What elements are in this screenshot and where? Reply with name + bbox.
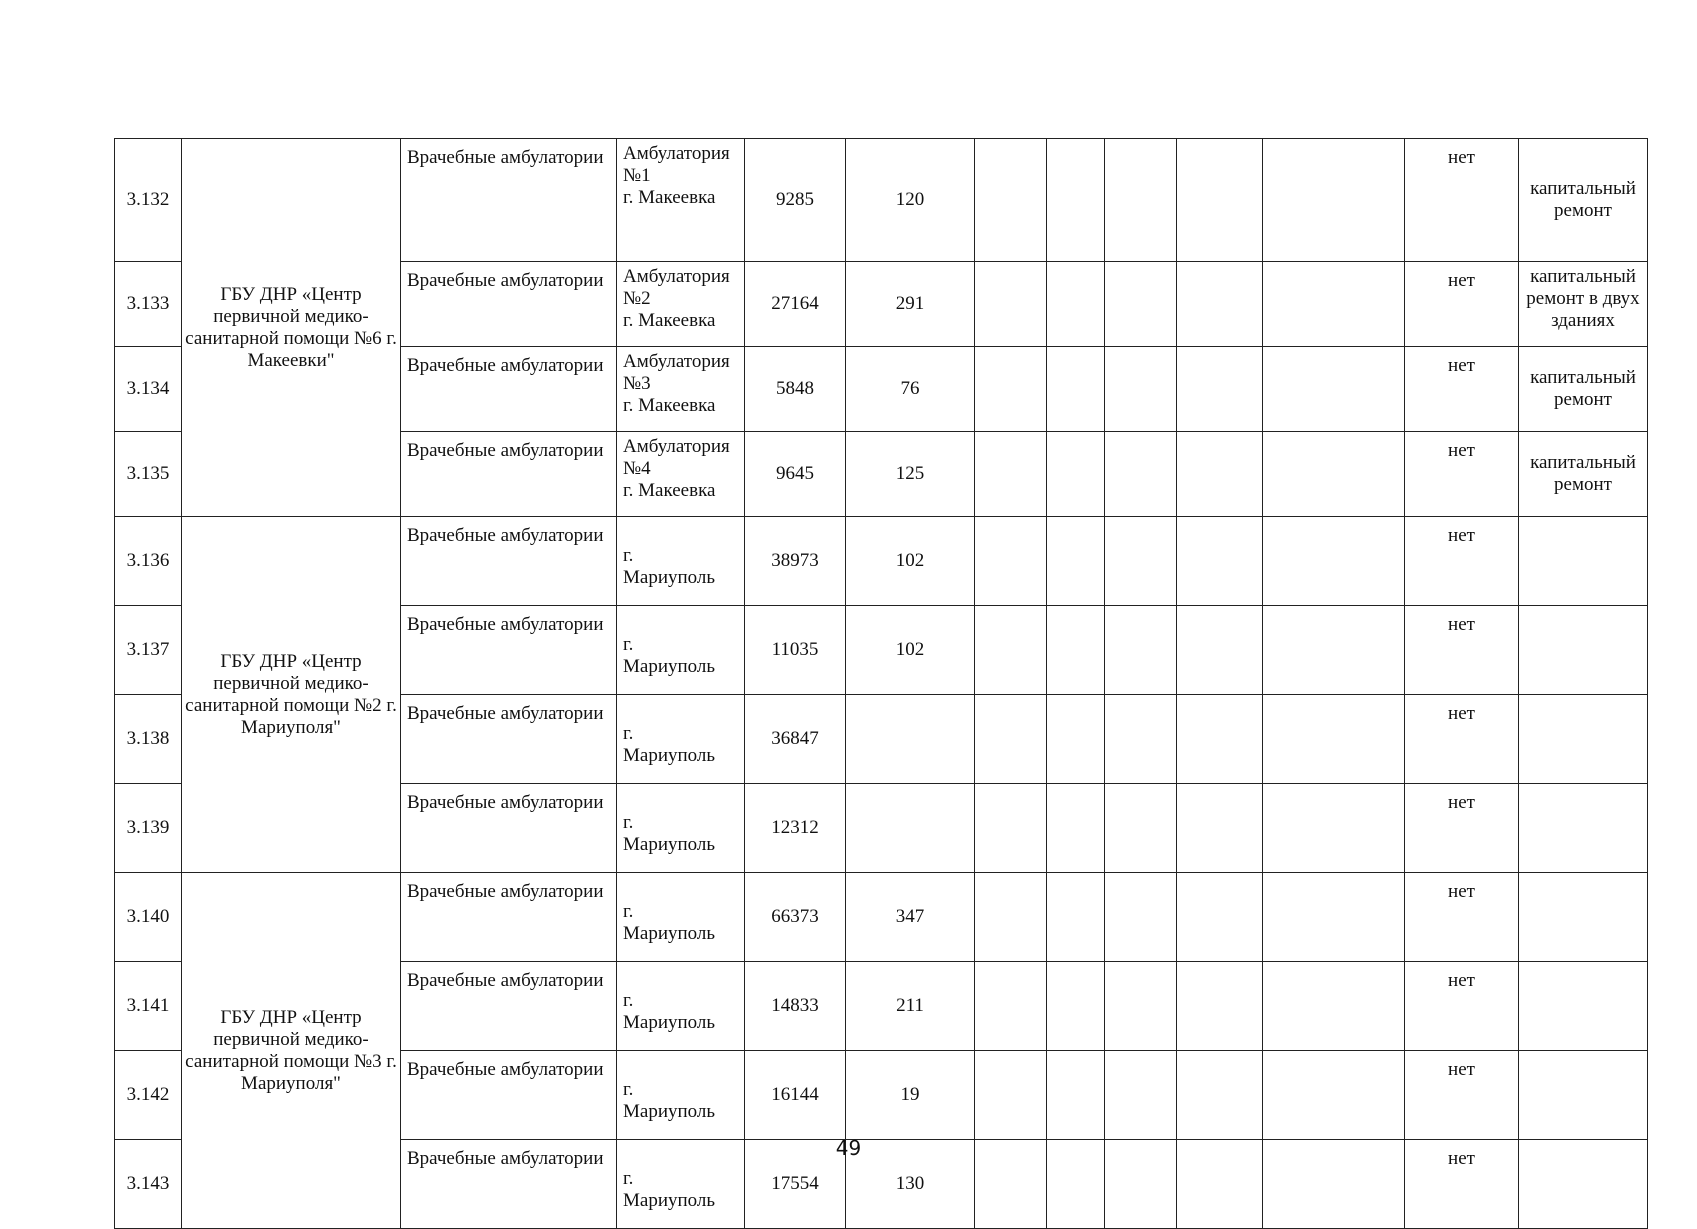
note-cell: [1519, 606, 1648, 695]
note-cell: капитальный ремонт: [1519, 347, 1648, 432]
empty-cell: [1177, 695, 1263, 784]
table-row: [115, 517, 1648, 606]
empty-cell: [1177, 139, 1263, 262]
empty-cell: [1105, 695, 1177, 784]
population-cell: 9645: [745, 432, 846, 517]
flag-cell: нет: [1405, 695, 1519, 784]
population-cell: 5848: [745, 347, 846, 432]
page-number: 49: [835, 1136, 862, 1160]
row-number-cell: 3.142: [115, 1051, 182, 1140]
row-number-cell: 3.133: [115, 262, 182, 347]
population-cell: 11035: [745, 606, 846, 695]
empty-cell: [975, 347, 1047, 432]
empty-cell: [1105, 1051, 1177, 1140]
location-cell: [617, 784, 745, 873]
note-cell: капитальный ремонт: [1519, 432, 1648, 517]
capacity-cell: 347: [846, 873, 975, 962]
empty-cell: [1105, 962, 1177, 1051]
empty-cell: [1177, 1051, 1263, 1140]
location-line: г.: [623, 1079, 634, 1100]
capacity-cell: 291: [846, 262, 975, 347]
empty-cell: [975, 1051, 1047, 1140]
table-body: [115, 139, 1648, 1229]
empty-cell: [975, 962, 1047, 1051]
facility-type-cell: Врачебные амбулатории: [401, 962, 617, 1051]
location-line: №3: [623, 373, 651, 394]
flag-cell: нет: [1405, 1140, 1519, 1229]
empty-cell: [1263, 262, 1405, 347]
location-line: г. Макеевка: [623, 480, 716, 501]
capacity-cell: [846, 784, 975, 873]
empty-cell: [1105, 606, 1177, 695]
population-cell: 17554: [745, 1140, 846, 1229]
location-line: Мариуполь: [623, 1012, 716, 1033]
empty-cell: [1047, 873, 1105, 962]
capacity-cell: [846, 695, 975, 784]
facility-type-cell: Врачебные амбулатории: [401, 262, 617, 347]
facility-type-cell: Врачебные амбулатории: [401, 873, 617, 962]
row-number-cell: 3.132: [115, 139, 182, 262]
empty-cell: [1177, 606, 1263, 695]
empty-cell: [1263, 606, 1405, 695]
note-cell: капитальный ремонт: [1519, 139, 1648, 262]
flag-cell: нет: [1405, 262, 1519, 347]
capacity-cell: 102: [846, 606, 975, 695]
empty-cell: [975, 262, 1047, 347]
empty-cell: [1047, 695, 1105, 784]
empty-cell: [1177, 873, 1263, 962]
empty-cell: [1263, 139, 1405, 262]
population-cell: 36847: [745, 695, 846, 784]
location-line: Амбулатория: [623, 266, 730, 287]
empty-cell: [1047, 784, 1105, 873]
empty-cell: [1047, 606, 1105, 695]
empty-cell: [1105, 262, 1177, 347]
location-line: Амбулатория: [623, 351, 730, 372]
note-cell: [1519, 1051, 1648, 1140]
empty-cell: [1105, 873, 1177, 962]
location-cell: [617, 347, 745, 432]
empty-cell: [1263, 784, 1405, 873]
row-number-cell: 3.138: [115, 695, 182, 784]
flag-cell: нет: [1405, 1051, 1519, 1140]
facilities-table: [114, 138, 1648, 1229]
empty-cell: [975, 432, 1047, 517]
facility-type-cell: Врачебные амбулатории: [401, 1051, 617, 1140]
empty-cell: [1263, 432, 1405, 517]
empty-cell: [975, 873, 1047, 962]
empty-cell: [1047, 262, 1105, 347]
capacity-cell: 125: [846, 432, 975, 517]
location-line: Мариуполь: [623, 923, 716, 944]
empty-cell: [1177, 432, 1263, 517]
row-number-cell: 3.137: [115, 606, 182, 695]
location-line: г. Макеевка: [623, 395, 716, 416]
empty-cell: [1105, 517, 1177, 606]
facility-type-cell: Врачебные амбулатории: [401, 347, 617, 432]
empty-cell: [1047, 432, 1105, 517]
empty-cell: [1177, 962, 1263, 1051]
empty-cell: [1263, 695, 1405, 784]
location-cell: [617, 695, 745, 784]
table-row: [115, 139, 1648, 262]
location-line: Амбулатория: [623, 436, 730, 457]
empty-cell: [1047, 347, 1105, 432]
row-number-cell: 3.141: [115, 962, 182, 1051]
location-line: Мариуполь: [623, 834, 716, 855]
flag-cell: нет: [1405, 784, 1519, 873]
empty-cell: [1263, 873, 1405, 962]
location-line: г. Макеевка: [623, 187, 716, 208]
facility-type-cell: Врачебные амбулатории: [401, 139, 617, 262]
location-line: №2: [623, 288, 651, 309]
empty-cell: [975, 695, 1047, 784]
location-line: Мариуполь: [623, 745, 716, 766]
location-cell: [617, 432, 745, 517]
empty-cell: [975, 517, 1047, 606]
empty-cell: [1263, 962, 1405, 1051]
location-line: Мариуполь: [623, 656, 716, 677]
note-cell: капитальный ремонт в двух зданиях: [1519, 262, 1648, 347]
empty-cell: [1177, 262, 1263, 347]
population-cell: 16144: [745, 1051, 846, 1140]
population-cell: 66373: [745, 873, 846, 962]
capacity-cell: 102: [846, 517, 975, 606]
population-cell: 12312: [745, 784, 846, 873]
empty-cell: [1047, 517, 1105, 606]
population-cell: 27164: [745, 262, 846, 347]
location-line: г.: [623, 901, 634, 922]
empty-cell: [1047, 1051, 1105, 1140]
row-number-cell: 3.135: [115, 432, 182, 517]
capacity-cell: 211: [846, 962, 975, 1051]
empty-cell: [975, 784, 1047, 873]
location-cell: [617, 606, 745, 695]
location-line: г. Макеевка: [623, 310, 716, 331]
empty-cell: [1047, 962, 1105, 1051]
facility-type-cell: Врачебные амбулатории: [401, 432, 617, 517]
row-number-cell: 3.143: [115, 1140, 182, 1229]
location-line: Мариуполь: [623, 1101, 716, 1122]
population-cell: 38973: [745, 517, 846, 606]
empty-cell: [1263, 1051, 1405, 1140]
location-line: г.: [623, 723, 634, 744]
table-row: [115, 873, 1648, 962]
organization-cell: ГБУ ДНР «Центр первичной медико-санитарной помощи №2 г. Мариуполя": [182, 517, 401, 873]
facility-type-cell: Врачебные амбулатории: [401, 1140, 617, 1229]
empty-cell: [1105, 347, 1177, 432]
capacity-cell: 120: [846, 139, 975, 262]
empty-cell: [975, 139, 1047, 262]
location-line: г.: [623, 545, 634, 566]
location-cell: [617, 262, 745, 347]
location-line: №1: [623, 165, 651, 186]
empty-cell: [1105, 432, 1177, 517]
location-line: г.: [623, 1168, 634, 1189]
location-cell: [617, 873, 745, 962]
empty-cell: [1047, 139, 1105, 262]
note-cell: [1519, 695, 1648, 784]
note-cell: [1519, 962, 1648, 1051]
organization-cell: ГБУ ДНР «Центр первичной медико-санитарной помощи №6 г. Макеевки": [182, 139, 401, 517]
capacity-cell: 19: [846, 1051, 975, 1140]
location-line: г.: [623, 812, 634, 833]
row-number-cell: 3.136: [115, 517, 182, 606]
flag-cell: нет: [1405, 873, 1519, 962]
flag-cell: нет: [1405, 606, 1519, 695]
location-line: Амбулатория: [623, 143, 730, 164]
organization-cell: ГБУ ДНР «Центр первичной медико-санитарной помощи №3 г. Мариуполя": [182, 873, 401, 1229]
population-cell: 14833: [745, 962, 846, 1051]
location-line: №4: [623, 458, 651, 479]
facility-type-cell: Врачебные амбулатории: [401, 784, 617, 873]
location-line: г.: [623, 990, 634, 1011]
location-cell: [617, 517, 745, 606]
flag-cell: нет: [1405, 962, 1519, 1051]
location-cell: [617, 962, 745, 1051]
location-cell: [617, 139, 745, 262]
capacity-cell: 130: [846, 1140, 975, 1229]
empty-cell: [1263, 517, 1405, 606]
empty-cell: [1177, 347, 1263, 432]
facility-type-cell: Врачебные амбулатории: [401, 517, 617, 606]
empty-cell: [1177, 784, 1263, 873]
note-cell: [1519, 517, 1648, 606]
empty-cell: [1263, 347, 1405, 432]
location-cell: [617, 1051, 745, 1140]
row-number-cell: 3.139: [115, 784, 182, 873]
row-number-cell: 3.134: [115, 347, 182, 432]
capacity-cell: 76: [846, 347, 975, 432]
facility-type-cell: Врачебные амбулатории: [401, 695, 617, 784]
note-cell: [1519, 784, 1648, 873]
note-cell: [1519, 873, 1648, 962]
facility-type-cell: Врачебные амбулатории: [401, 606, 617, 695]
location-line: Мариуполь: [623, 567, 716, 588]
flag-cell: нет: [1405, 347, 1519, 432]
population-cell: 9285: [745, 139, 846, 262]
empty-cell: [975, 606, 1047, 695]
row-number-cell: 3.140: [115, 873, 182, 962]
empty-cell: [1105, 784, 1177, 873]
location-line: г.: [623, 634, 634, 655]
flag-cell: нет: [1405, 139, 1519, 262]
location-line: Мариуполь: [623, 1190, 716, 1211]
flag-cell: нет: [1405, 517, 1519, 606]
empty-cell: [1105, 139, 1177, 262]
flag-cell: нет: [1405, 432, 1519, 517]
empty-cell: [1177, 517, 1263, 606]
